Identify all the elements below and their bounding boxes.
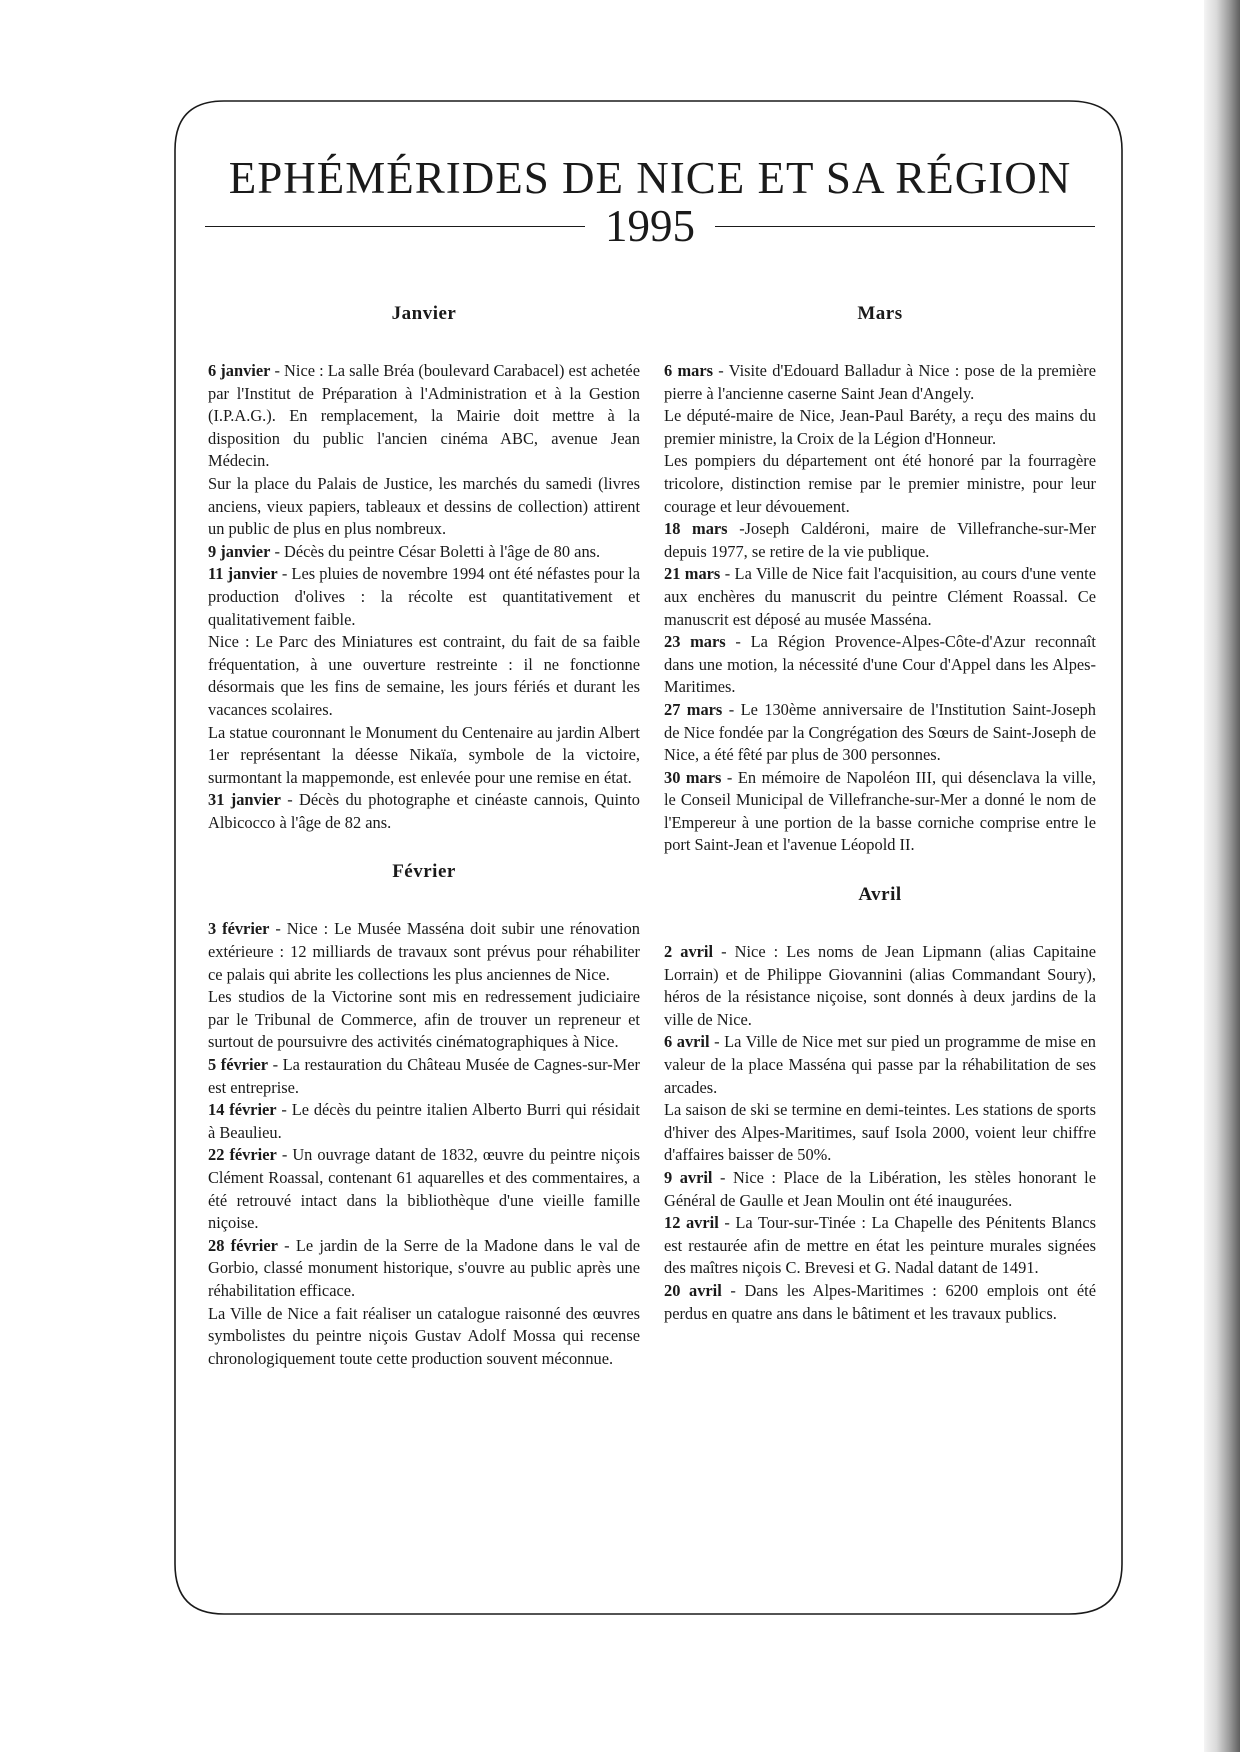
entry-date: 6 avril [664, 1032, 710, 1052]
ephemeris-entry [664, 767, 1096, 857]
ephemeris-entry [208, 1235, 640, 1303]
entry-date: 6 mars [664, 361, 713, 380]
entry-text: - La Ville de Nice fait l'acquisition, au cours d'une vente aux enchères du manuscrit du peintre Clément Roassal. Ce manuscrit est déposé au musée Masséna. [664, 564, 1096, 629]
entry-text: - Nice : Les noms de Jean Lipmann (alias Capitaine Lorrain) et de Philippe Giovannini (alias Commandant Soury), héros de la résistance niçoise, sont donnés à deux jardins de la ville de Nice. [664, 942, 1096, 1029]
entry-date: 11 janvier [208, 564, 278, 584]
ephemeris-entry [664, 1167, 1096, 1212]
entry-date: 2 avril [664, 942, 714, 962]
ephemeris-entry [664, 405, 1096, 450]
entry-text: Sur la place du Palais de Justice, les marchés du samedi (livres anciens, vieux papiers, tableaux et dessins de collection) attirent un public de plus en plus nombreux. [208, 473, 640, 539]
entry-date: 27 mars [664, 699, 723, 719]
entry-date: 9 avril [664, 1168, 713, 1187]
ephemeris-entry [208, 473, 640, 541]
entry-date: 18 mars [664, 519, 728, 539]
left-column [208, 302, 640, 1370]
entry-text: - Décès du peintre César Boletti à l'âge de 80 ans. [270, 541, 601, 561]
entry-date: 9 janvier [208, 541, 271, 561]
entry-text: -Joseph Caldéroni, maire de Villefranche-sur-Mer depuis 1977, se retire de la vie publique. [664, 519, 1096, 561]
ephemeris-entry [208, 1099, 640, 1144]
entry-date: 30 mars [664, 767, 722, 787]
entry-text: - La Région Provence-Alpes-Côte-d'Azur reconnaît dans une motion, la nécessité d'une Cour d'Appel dans les Alpes-Maritimes. [664, 632, 1096, 697]
ephemeris-entry [208, 722, 640, 790]
entry-date: 12 avril [664, 1213, 719, 1233]
ephemeris-entry [664, 518, 1096, 563]
entry-text: - Dans les Alpes-Maritimes : 6200 emplois ont été perdus en quatre ans dans le bâtiment et les travaux publics. [664, 1280, 1097, 1323]
entry-text: - Les pluies de novembre 1994 ont été néfastes pour la production d'olives : la récolte est quantitativement et qualitativement faible. [208, 564, 640, 629]
ephemeris-entry [208, 360, 640, 473]
ephemeris-entry [664, 450, 1096, 518]
year-rule-left [205, 226, 585, 227]
entry-text: La statue couronnant le Monument du Centenaire au jardin Albert 1er représentant la déesse Nikaïa, symbole de la victoire, surmontant la mappemonde, est enlevée pour une remise en état. [208, 722, 640, 787]
ephemeris-entry [664, 360, 1096, 405]
month-heading: Avril [858, 884, 902, 906]
ephemeris-entry [664, 1099, 1096, 1167]
entry-date: 6 janvier [208, 361, 271, 380]
entry-text: - La Tour-sur-Tinée : La Chapelle des Pénitents Blancs est restaurée afin de mettre en état les peinture murales signées des maîtres niçois C. Brevesi et G. Nadal datant de 1491. [664, 1213, 1096, 1278]
entry-text: - Nice : Le Musée Masséna doit subir une rénovation extérieure : 12 milliards de travaux sont prévus pour réhabiliter ce palais qui abrite les collections les plus anciennes de Nice. [208, 919, 640, 984]
entry-date: 28 février [208, 1235, 278, 1255]
ephemeris-entry [664, 1031, 1096, 1099]
entry-text: La Ville de Nice a fait réaliser un catalogue raisonné des œuvres symbolistes du peintre niçois Gustav Adolf Mossa qui recense chronologiquement toute cette production souvent méconnue. [208, 1303, 640, 1368]
entry-date: 3 février [208, 919, 270, 939]
entry-text: Les studios de la Victorine sont mis en redressement judiciaire par le Tribunal de Commerce, afin de trouver un repreneur et surtout de poursuivre des activités cinématographiques à Nice. [208, 987, 640, 1052]
entry-text: - Le décès du peintre italien Alberto Burri qui résidait à Beaulieu. [208, 1100, 640, 1142]
ephemeris-entry [208, 1303, 640, 1371]
entry-date: 23 mars [664, 632, 726, 652]
year-rule-right [715, 226, 1095, 227]
ephemeris-entry [208, 1054, 640, 1099]
page-title: EPHÉMÉRIDES DE NICE ET SA RÉGION [228, 153, 1072, 203]
entry-date: 22 février [208, 1145, 277, 1165]
entry-text: Le député-maire de Nice, Jean-Paul Baréty, a reçu des mains du premier ministre, la Croix de la Légion d'Honneur. [664, 406, 1096, 448]
entry-date: 21 mars [664, 564, 721, 584]
ephemeris-entry [664, 1280, 1096, 1325]
entry-date: 20 avril [664, 1280, 722, 1300]
entry-text: - Le jardin de la Serre de la Madone dans le val de Gorbio, classé monument historique, s'ouvre au public après une réhabilitation efficace. [208, 1235, 640, 1300]
entry-date: 14 février [208, 1100, 277, 1120]
ephemeris-entry [208, 631, 640, 721]
entry-text: - Un ouvrage datant de 1832, œuvre du peintre niçois Clément Roassal, contenant 61 aquarelles et des commentaires, a été retrouvé intact dans la bibliothèque d'une vieille famille niçoise. [208, 1145, 641, 1233]
month-heading: Mars [857, 303, 903, 324]
right-column [664, 302, 1096, 1325]
entry-date: 5 février [208, 1055, 269, 1075]
entry-text: - Le 130ème anniversaire de l'Institution Saint-Joseph de Nice fondée par la Congrégation des Sœurs de Saint-Joseph de Nice, a été fêté par plus de 300 personnes. [664, 699, 1096, 765]
entry-text: Nice : Le Parc des Miniatures est contraint, du fait de sa faible fréquentation, à une ouverture restreinte : il ne fonctionne désormais que les fins de semaine, les jours fériés et durant les vacances scolaires. [208, 632, 640, 719]
ephemeris-entry [664, 699, 1096, 767]
month-heading: Février [392, 861, 456, 883]
entry-text: Les pompiers du département ont été honoré par la fourragère tricolore, distinction remise par le premier ministre, pour leur courage et leur dévouement. [664, 451, 1096, 516]
entry-text: - Nice : Place de la Libération, les stèles honorant le Général de Gaulle et Jean Moulin ont été inaugurées. [664, 1168, 1096, 1210]
ephemeris-entry [664, 1212, 1096, 1280]
entry-text: La saison de ski se termine en demi-teintes. Les stations de sports d'hiver des Alpes-Maritimes, sauf Isola 2000, voient leur chiffre d'affaires baisser de 50%. [664, 1100, 1096, 1165]
entry-text: - Visite d'Edouard Balladur à Nice : pose de la première pierre à l'ancienne caserne Saint Jean d'Angely. [664, 361, 1097, 403]
year-label: 1995 [605, 201, 695, 251]
ephemeris-entry [664, 941, 1096, 1031]
entry-text: - Nice : La salle Bréa (boulevard Carabacel) est achetée par l'Institut de Préparation à l'Administration et à la Gestion (I.P.A.G.). En remplacement, la Mairie doit mettre à la disposition du public l'ancien cinéma ABC, avenue Jean Médecin. [208, 361, 640, 471]
ephemeris-entry [664, 563, 1096, 631]
entry-text: - La restauration du Château Musée de Cagnes-sur-Mer est entreprise. [208, 1055, 640, 1097]
book-spine-shadow [1204, 0, 1240, 1752]
ephemeris-entry [664, 631, 1096, 699]
ephemeris-entry [208, 789, 640, 834]
entry-text: - En mémoire de Napoléon III, qui désenclava la ville, le Conseil Municipal de Villefranche-sur-Mer a donné le nom de l'Empereur à une portion de la basse corniche comprise entre le port Saint-Jean et l'avenue Léopold II. [664, 767, 1096, 855]
month-heading: Janvier [391, 303, 457, 324]
entry-text: - La Ville de Nice met sur pied un programme de mise en valeur de la place Masséna qui passe par la réhabilitation de ses arcades. [664, 1032, 1096, 1097]
year-banner [205, 196, 1095, 256]
ephemeris-entry [208, 986, 640, 1054]
ephemeris-entry [208, 918, 640, 986]
entry-text: - Décès du photographe et cinéaste cannois, Quinto Albicocco à l'âge de 82 ans. [208, 790, 640, 832]
entry-date: 31 janvier [208, 790, 281, 810]
ephemeris-entry [208, 563, 640, 631]
ephemeris-entry [208, 1144, 640, 1234]
ephemeris-entry [208, 541, 640, 564]
